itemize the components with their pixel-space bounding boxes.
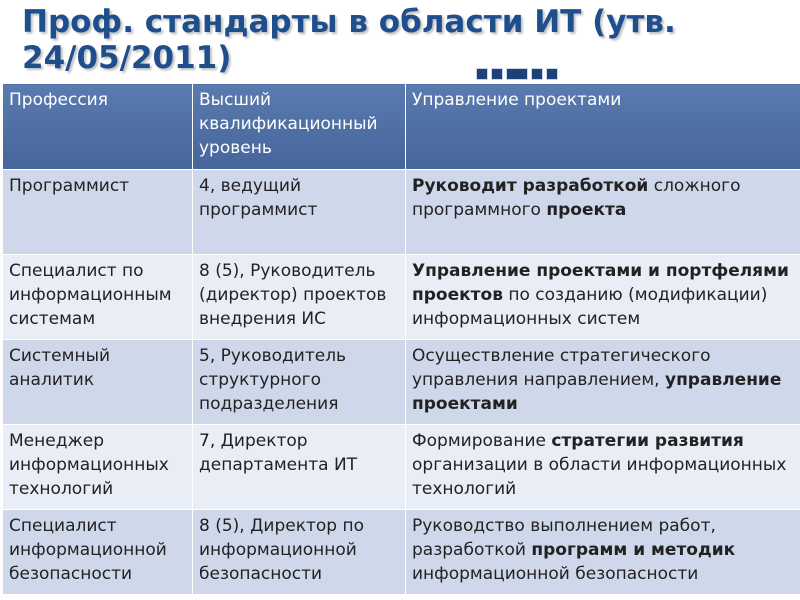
management-text: организации в области информационных технологий bbox=[412, 455, 787, 499]
management-text: сложного программного bbox=[412, 176, 741, 220]
header-management: Управление проектами bbox=[406, 84, 800, 170]
standards-table bbox=[2, 83, 800, 595]
header-level: Высший квалификационный уровень bbox=[193, 84, 406, 170]
cell-level: 4, ведущий программист bbox=[193, 170, 406, 255]
cell-level: 8 (5), Директор по информационной безопасности bbox=[193, 510, 406, 595]
management-text: Руководит разработкой bbox=[412, 176, 649, 196]
cell-profession: Специалист по информационным системам bbox=[3, 255, 193, 340]
management-text: проекта bbox=[546, 200, 627, 220]
management-text: управление проектами bbox=[412, 370, 782, 414]
management-text: Руководство выполнением работ, разработкой bbox=[412, 516, 716, 560]
table-row bbox=[3, 170, 800, 255]
title-decoration bbox=[476, 68, 558, 80]
cell-management bbox=[406, 425, 800, 510]
management-text: Управление проектами и портфелями проектов bbox=[412, 261, 789, 305]
cell-level: 8 (5), Руководитель (директор) проектов внедрения ИС bbox=[193, 255, 406, 340]
table-row bbox=[3, 510, 800, 595]
management-text: стратегии развития bbox=[551, 431, 744, 451]
management-text: программ и методик bbox=[531, 540, 736, 560]
table-header-row bbox=[3, 84, 800, 170]
table-row bbox=[3, 255, 800, 340]
cell-profession: Менеджер информационных технологий bbox=[3, 425, 193, 510]
management-text: Осуществление стратегического управления направлением, bbox=[412, 346, 711, 390]
management-text: по созданию (модификации) информационных систем bbox=[412, 285, 768, 329]
cell-level: 7, Директор департамента ИТ bbox=[193, 425, 406, 510]
table-row bbox=[3, 425, 800, 510]
page-title: Проф. стандарты в области ИТ (утв. 24/05/2011) bbox=[22, 4, 676, 76]
cell-profession: Программист bbox=[3, 170, 193, 255]
cell-management bbox=[406, 340, 800, 425]
cell-level: 5, Руководитель структурного подразделения bbox=[193, 340, 406, 425]
cell-management bbox=[406, 255, 800, 340]
cell-management bbox=[406, 510, 800, 595]
management-text: информационной безопасности bbox=[412, 564, 699, 584]
header-profession: Профессия bbox=[3, 84, 193, 170]
management-text: Формирование bbox=[412, 431, 552, 451]
cell-management bbox=[406, 170, 800, 255]
cell-profession: Специалист информационной безопасности bbox=[3, 510, 193, 595]
cell-profession: Системный аналитик bbox=[3, 340, 193, 425]
table-row bbox=[3, 340, 800, 425]
